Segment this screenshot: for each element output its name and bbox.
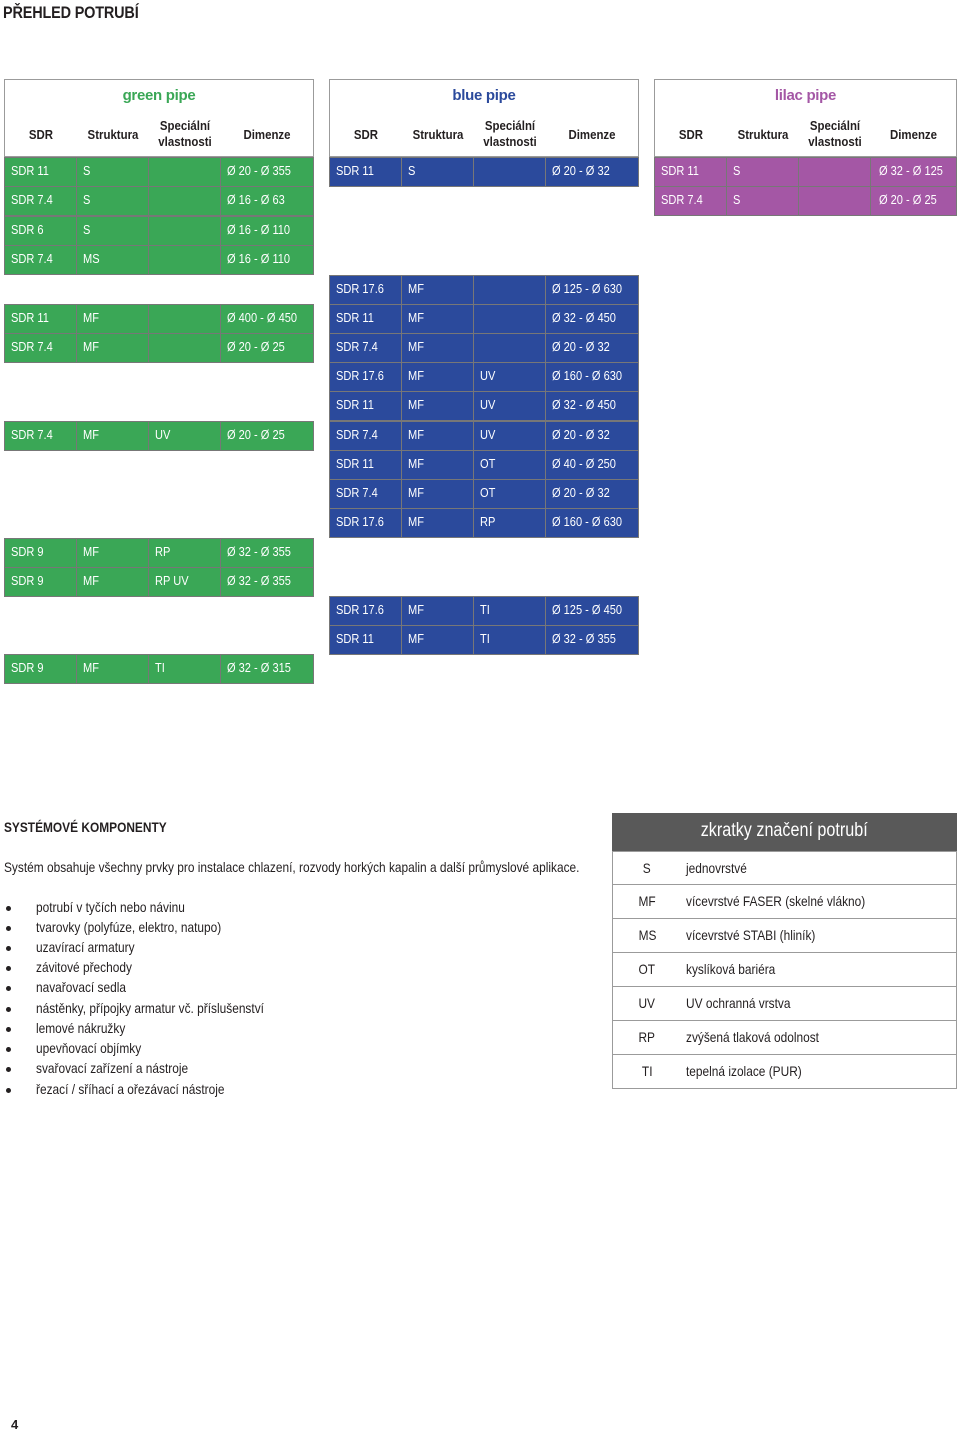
table-row — [612, 1021, 957, 1055]
cell-struktura: MF — [401, 304, 474, 334]
cell-sdr: SDR 7.4 — [4, 333, 77, 363]
cell-specialni: TI — [473, 596, 546, 626]
cell-sdr: SDR 11 — [654, 157, 727, 187]
abbr-code: OT — [638, 961, 656, 977]
cell-dimenze: Ø 160 - Ø 630 — [545, 508, 639, 538]
cell-specialni: UV — [473, 421, 546, 451]
bullet-icon — [6, 926, 11, 931]
table-row — [4, 567, 314, 597]
page-title: PŘEHLED POTRUBÍ — [3, 3, 139, 22]
abbr-desc: vícevrstvé STABI (hliník) — [686, 927, 816, 943]
table-row — [612, 1055, 957, 1089]
cell-dimenze: Ø 32 - Ø 315 — [220, 654, 314, 684]
cell-sdr: SDR 7.4 — [329, 333, 402, 363]
col-struktura: Struktura — [737, 127, 789, 142]
list-item: potrubí v tyčích nebo návinu — [36, 899, 185, 915]
cell-dimenze: Ø 32 - Ø 125 — [870, 157, 957, 187]
cell-dimenze: Ø 20 - Ø 25 — [220, 333, 314, 363]
bullet-icon — [6, 966, 11, 971]
cell-sdr: SDR 11 — [329, 157, 402, 187]
cell-dimenze: Ø 16 - Ø 110 — [220, 245, 314, 275]
cell-sdr: SDR 17.6 — [329, 275, 402, 305]
cell-dimenze: Ø 32 - Ø 450 — [545, 304, 639, 334]
cell-struktura: S — [76, 186, 149, 216]
cell-sdr: SDR 11 — [329, 625, 402, 655]
table-row — [654, 157, 957, 187]
col-specialni: Speciální vlastnosti — [158, 118, 212, 149]
abbr-code: S — [643, 860, 651, 876]
table-row — [329, 157, 639, 187]
list-item: lemové nákružky — [36, 1020, 126, 1036]
table-row — [329, 479, 639, 509]
abbr-desc: UV ochranná vrstva — [686, 995, 791, 1011]
table-row — [4, 333, 314, 363]
cell-specialni — [148, 333, 221, 363]
cell-dimenze: Ø 20 - Ø 32 — [545, 479, 639, 509]
cell-sdr: SDR 7.4 — [654, 186, 727, 216]
table-row — [4, 186, 314, 216]
cell-struktura: MF — [401, 508, 474, 538]
cell-struktura: S — [401, 157, 474, 187]
cell-specialni — [148, 157, 221, 187]
table-row — [612, 851, 957, 885]
cell-sdr: SDR 17.6 — [329, 508, 402, 538]
cell-specialni — [473, 333, 546, 363]
table-row — [612, 885, 957, 919]
cell-sdr: SDR 6 — [4, 216, 77, 246]
cell-dimenze: Ø 16 - Ø 63 — [220, 186, 314, 216]
cell-struktura: MS — [76, 245, 149, 275]
table-row — [4, 421, 314, 451]
cell-specialni — [473, 275, 546, 305]
table-row — [612, 953, 957, 987]
bullet-icon — [6, 1067, 11, 1072]
cell-struktura: MF — [401, 479, 474, 509]
col-sdr: SDR — [353, 127, 379, 142]
table-row — [329, 421, 639, 451]
table-row — [4, 216, 314, 246]
col-dimenze: Dimenze — [243, 127, 291, 142]
table-row — [329, 275, 639, 305]
cell-dimenze: Ø 20 - Ø 32 — [545, 421, 639, 451]
cell-specialni — [148, 304, 221, 334]
abbr-desc: tepelná izolace (PUR) — [686, 1063, 802, 1079]
cell-dimenze: Ø 20 - Ø 355 — [220, 157, 314, 187]
cell-sdr: SDR 7.4 — [4, 245, 77, 275]
cell-sdr: SDR 17.6 — [329, 596, 402, 626]
col-sdr: SDR — [28, 127, 54, 142]
cell-sdr: SDR 9 — [4, 654, 77, 684]
lilac-pipe-title: lilac pipe — [774, 87, 837, 104]
table-row — [329, 508, 639, 538]
cell-struktura: MF — [401, 625, 474, 655]
cell-specialni: OT — [473, 479, 546, 509]
cell-sdr: SDR 11 — [329, 304, 402, 334]
cell-specialni: TI — [148, 654, 221, 684]
table-row — [612, 919, 957, 953]
cell-struktura: S — [726, 186, 799, 216]
abbr-code: MF — [638, 893, 656, 909]
cell-dimenze: Ø 20 - Ø 32 — [545, 333, 639, 363]
abbr-code: RP — [638, 1029, 656, 1045]
abbr-desc: kyslíková bariéra — [686, 961, 776, 977]
cell-dimenze: Ø 125 - Ø 630 — [545, 275, 639, 305]
col-struktura: Struktura — [412, 127, 464, 142]
table-row — [329, 304, 639, 334]
table-row — [654, 186, 957, 216]
cell-struktura: MF — [401, 391, 474, 421]
cell-struktura: MF — [401, 362, 474, 392]
table-row — [329, 625, 639, 655]
bullet-icon — [6, 1027, 11, 1032]
col-sdr: SDR — [678, 127, 704, 142]
table-row — [4, 654, 314, 684]
cell-sdr: SDR 7.4 — [329, 421, 402, 451]
blue-pipe-header — [329, 79, 639, 157]
abbr-desc: zvýšená tlaková odolnost — [686, 1029, 819, 1045]
table-row — [329, 391, 639, 421]
table-row — [329, 450, 639, 480]
cell-struktura: S — [76, 216, 149, 246]
cell-dimenze: Ø 32 - Ø 355 — [545, 625, 639, 655]
col-dimenze: Dimenze — [889, 127, 938, 142]
cell-specialni: UV — [473, 362, 546, 392]
abbr-desc: vícevrstvé FASER (skelné vlákno) — [686, 893, 866, 909]
cell-dimenze: Ø 400 - Ø 450 — [220, 304, 314, 334]
bullet-icon — [6, 1047, 11, 1052]
cell-struktura: MF — [401, 333, 474, 363]
green-pipe-header — [4, 79, 314, 157]
list-item: řezací / sříhací a ořezávací nástroje — [36, 1081, 225, 1097]
abbr-desc: jednovrstvé — [686, 860, 747, 876]
cell-dimenze: Ø 16 - Ø 110 — [220, 216, 314, 246]
abbreviations-table — [612, 813, 957, 1089]
cell-specialni: UV — [473, 391, 546, 421]
table-row — [329, 333, 639, 363]
cell-specialni — [148, 186, 221, 216]
col-specialni: Speciální vlastnosti — [483, 118, 537, 149]
cell-dimenze: Ø 32 - Ø 450 — [545, 391, 639, 421]
components-intro: Systém obsahuje všechny prvky pro instalace chlazení, rozvody horkých kapalin a další průmyslové aplikace. — [4, 859, 580, 875]
cell-specialni — [798, 186, 871, 216]
cell-specialni: RP — [473, 508, 546, 538]
table-row — [4, 245, 314, 275]
col-dimenze: Dimenze — [568, 127, 616, 142]
cell-dimenze: Ø 125 - Ø 450 — [545, 596, 639, 626]
abbr-code: UV — [638, 995, 656, 1011]
cell-dimenze: Ø 20 - Ø 32 — [545, 157, 639, 187]
cell-specialni — [148, 245, 221, 275]
cell-sdr: SDR 11 — [329, 391, 402, 421]
list-item: svařovací zařízení a nástroje — [36, 1060, 189, 1076]
cell-dimenze: Ø 20 - Ø 25 — [220, 421, 314, 451]
cell-struktura: MF — [401, 450, 474, 480]
cell-sdr: SDR 11 — [4, 304, 77, 334]
table-row — [4, 157, 314, 187]
cell-sdr: SDR 7.4 — [4, 421, 77, 451]
cell-dimenze: Ø 160 - Ø 630 — [545, 362, 639, 392]
list-item: nástěnky, přípojky armatur vč. příslušenství — [36, 1000, 264, 1016]
components-title: SYSTÉMOVÉ KOMPONENTY — [4, 819, 167, 835]
table-row — [4, 304, 314, 334]
cell-dimenze: Ø 20 - Ø 25 — [870, 186, 957, 216]
list-item: navařovací sedla — [36, 979, 126, 995]
table-row — [4, 538, 314, 568]
cell-sdr: SDR 7.4 — [329, 479, 402, 509]
col-struktura: Struktura — [87, 127, 139, 142]
bullet-icon — [6, 986, 11, 991]
abbreviations-title: zkratky značení potrubí — [612, 813, 957, 851]
cell-specialni — [148, 216, 221, 246]
abbr-code: MS — [638, 927, 656, 943]
green-pipe-title: green pipe — [122, 87, 196, 104]
cell-struktura: MF — [76, 538, 149, 568]
cell-struktura: MF — [401, 596, 474, 626]
table-row — [329, 362, 639, 392]
cell-struktura: S — [76, 157, 149, 187]
cell-struktura: MF — [76, 304, 149, 334]
cell-sdr: SDR 7.4 — [4, 186, 77, 216]
cell-struktura: S — [726, 157, 799, 187]
bullet-icon — [6, 946, 11, 951]
col-specialni: Speciální vlastnosti — [808, 118, 862, 149]
list-item: závitové přechody — [36, 959, 132, 975]
list-item: uzavírací armatury — [36, 939, 135, 955]
cell-specialni: RP — [148, 538, 221, 568]
cell-dimenze: Ø 32 - Ø 355 — [220, 567, 314, 597]
cell-sdr: SDR 9 — [4, 567, 77, 597]
cell-struktura: MF — [76, 567, 149, 597]
cell-struktura: MF — [401, 275, 474, 305]
cell-specialni — [473, 157, 546, 187]
lilac-pipe-header — [654, 79, 957, 157]
cell-sdr: SDR 11 — [4, 157, 77, 187]
list-item: tvarovky (polyfúze, elektro, natupo) — [36, 919, 222, 935]
cell-sdr: SDR 9 — [4, 538, 77, 568]
list-item: upevňovací objímky — [36, 1040, 142, 1056]
cell-specialni: UV — [148, 421, 221, 451]
cell-specialni — [473, 304, 546, 334]
cell-sdr: SDR 11 — [329, 450, 402, 480]
cell-struktura: MF — [76, 654, 149, 684]
bullet-icon — [6, 906, 11, 911]
bullet-icon — [6, 1088, 11, 1093]
abbr-code: TI — [641, 1063, 653, 1079]
cell-specialni — [798, 157, 871, 187]
table-row — [612, 987, 957, 1021]
cell-struktura: MF — [401, 421, 474, 451]
cell-sdr: SDR 17.6 — [329, 362, 402, 392]
cell-dimenze: Ø 40 - Ø 250 — [545, 450, 639, 480]
blue-pipe-title: blue pipe — [452, 87, 516, 104]
cell-specialni: OT — [473, 450, 546, 480]
table-row — [329, 596, 639, 626]
cell-struktura: MF — [76, 421, 149, 451]
bullet-icon — [6, 1007, 11, 1012]
page-number: 4 — [11, 1417, 19, 1432]
cell-dimenze: Ø 32 - Ø 355 — [220, 538, 314, 568]
cell-struktura: MF — [76, 333, 149, 363]
cell-specialni: TI — [473, 625, 546, 655]
cell-specialni: RP UV — [148, 567, 221, 597]
